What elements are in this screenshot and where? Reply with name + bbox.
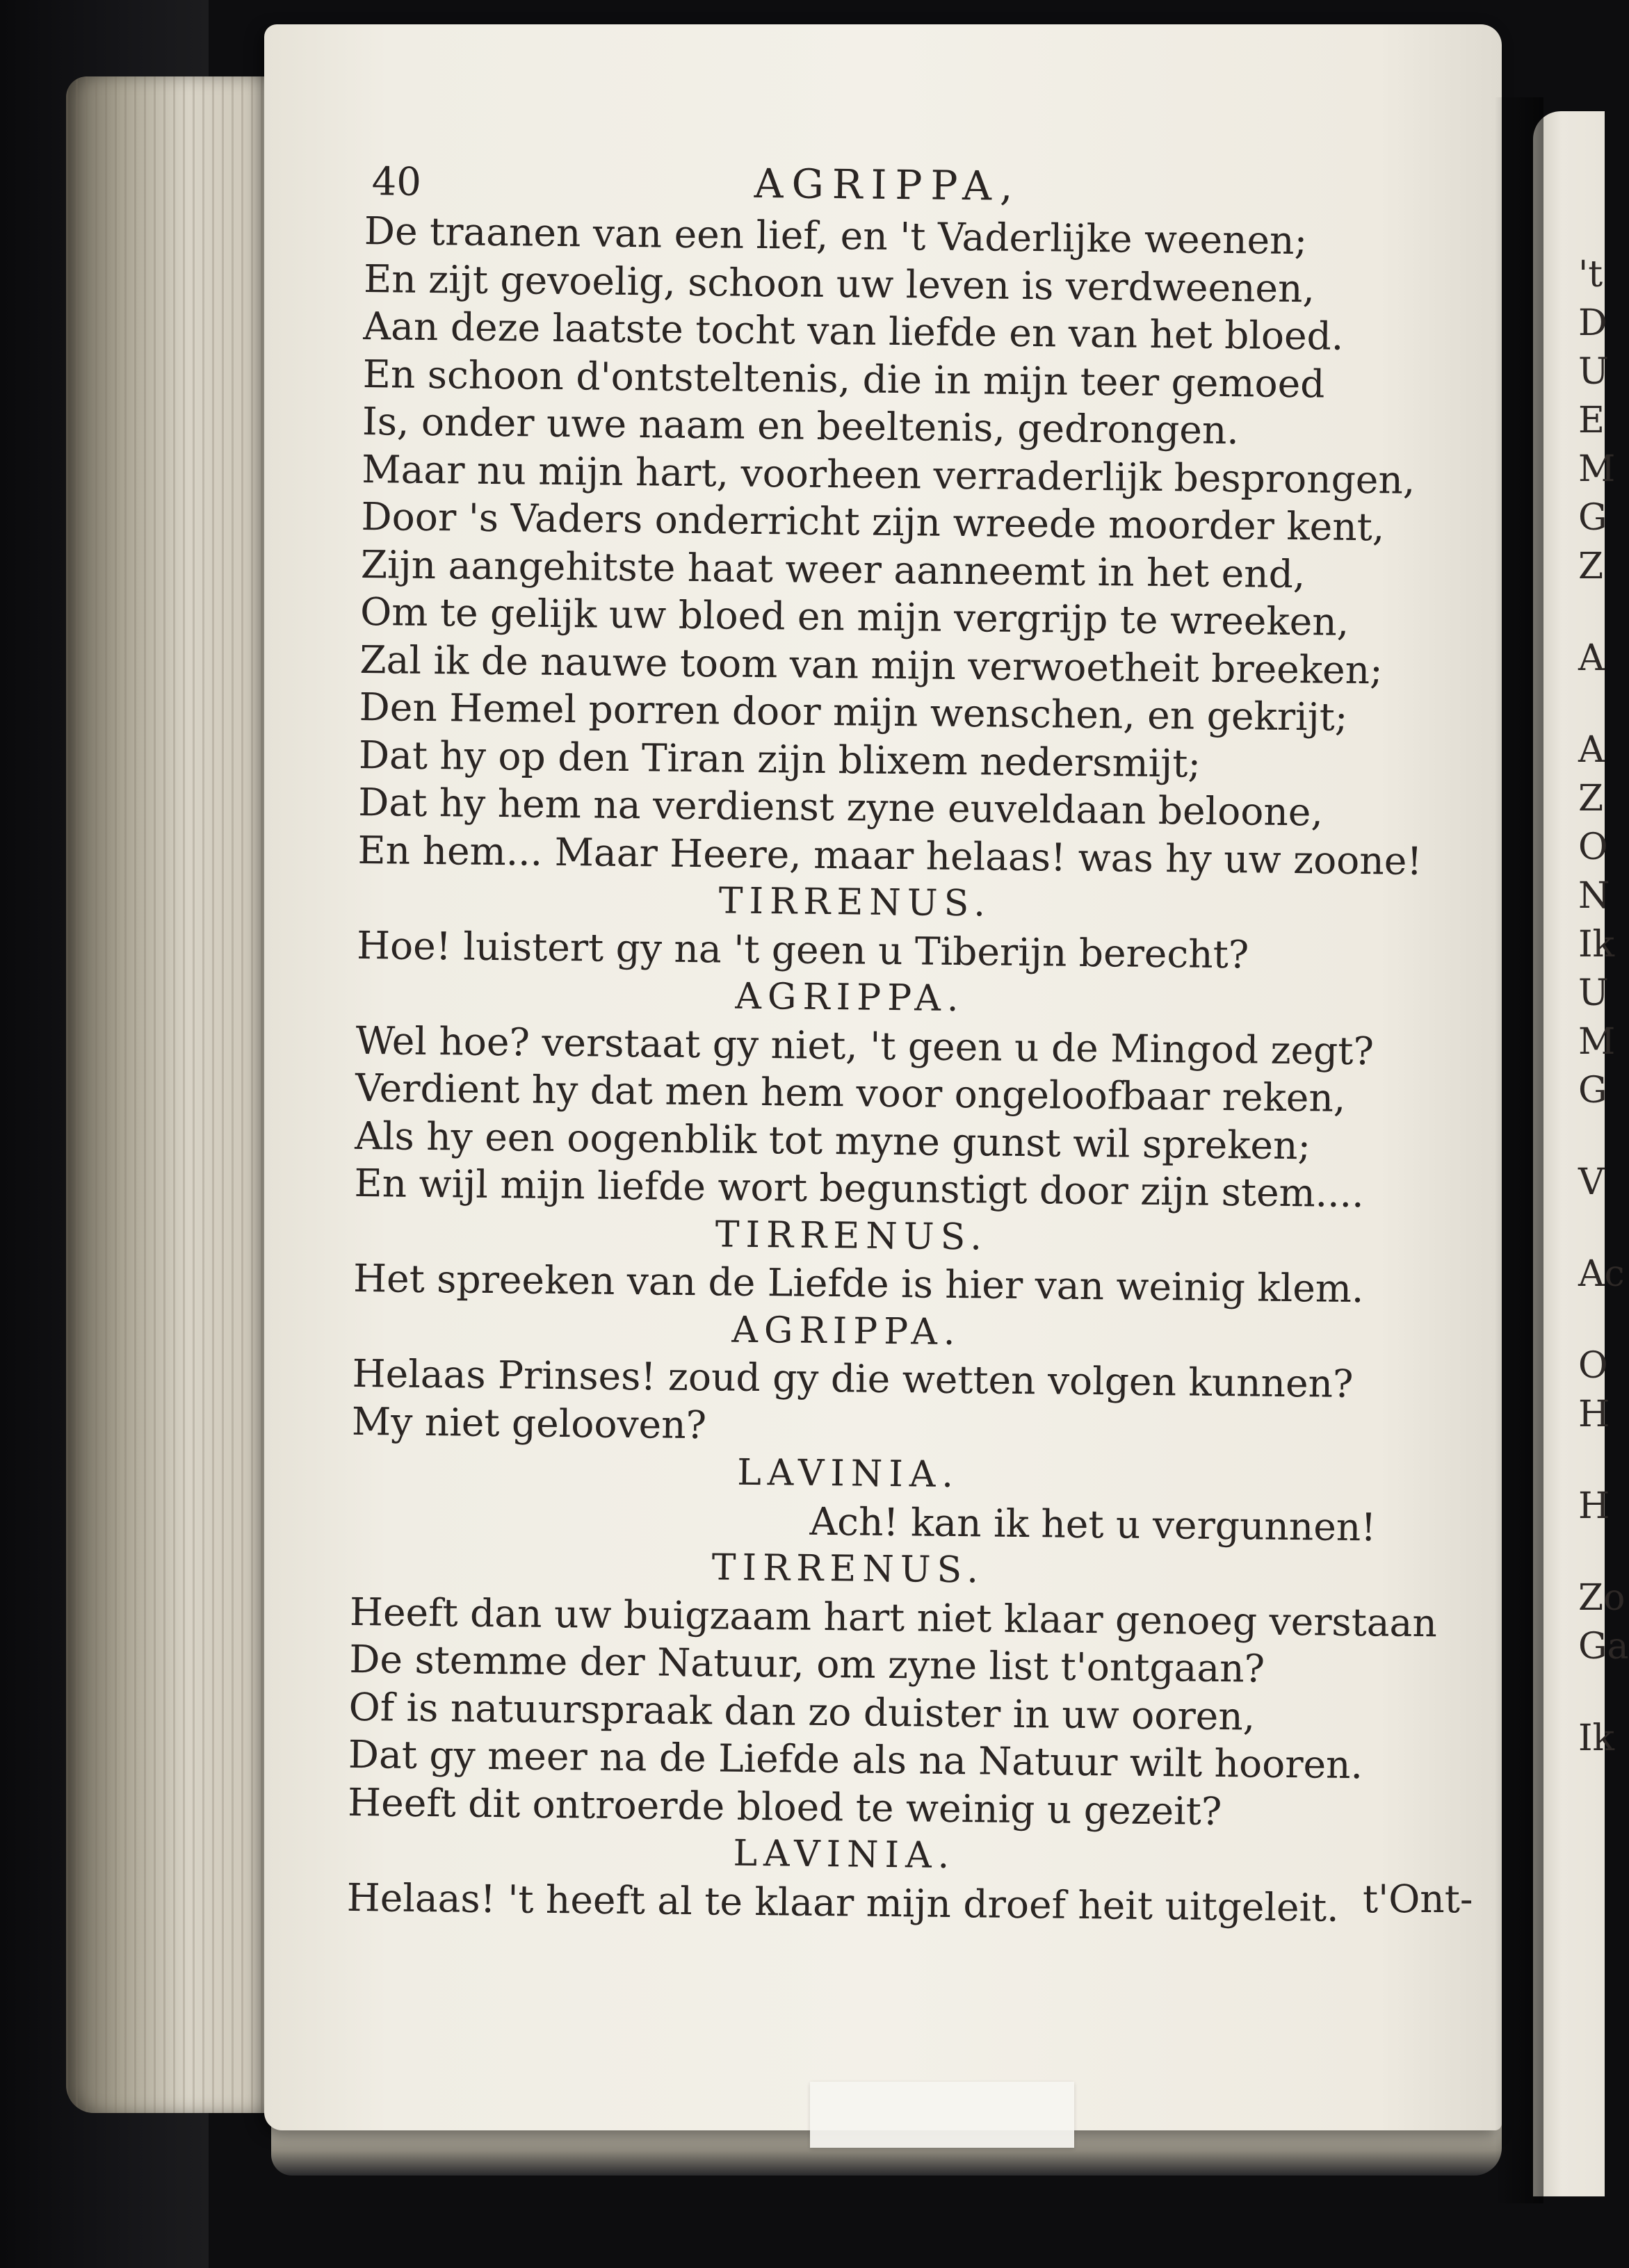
- speaker-name: LAVINIA.: [736, 1451, 960, 1496]
- facing-fragment: M: [1578, 448, 1616, 490]
- verse-line: Maar nu mijn hart, voorheen verraderlijk besprongen,: [362, 446, 1416, 503]
- verse-line: Den Hemel porren door mijn wenschen, en gekrijt;: [359, 684, 1348, 740]
- facing-page-shadow: [1495, 97, 1543, 2203]
- facing-fragment: M: [1578, 1021, 1616, 1063]
- facing-fragment: Z: [1578, 778, 1604, 819]
- verse-line: En hem... Maar Heere, maar helaas! was hy uw zoone!: [357, 827, 1423, 883]
- facing-fragment: H: [1578, 1394, 1610, 1435]
- verse-line: Zal ik de nauwe toom van mijn verwoetheit breeken;: [359, 637, 1383, 692]
- facing-fragment: Ga: [1578, 1626, 1629, 1667]
- paper-tab: [810, 2082, 1074, 2148]
- verse-line: Dat hy op den Tiran zijn blixem nedersmijt;: [358, 732, 1201, 786]
- facing-fragment: G: [1578, 497, 1607, 539]
- verse-line: My niet gelooven?: [351, 1398, 707, 1447]
- facing-fragment: U: [1578, 351, 1609, 393]
- facing-fragment: O: [1578, 826, 1608, 868]
- facing-fragment: E: [1578, 400, 1605, 441]
- page-number: 40: [371, 159, 422, 205]
- verse-line: En zijt gevoelig, schoon uw leven is verdweenen,: [363, 256, 1315, 311]
- facing-fragment: H: [1578, 1485, 1610, 1527]
- catchword: t'Ont-: [1363, 1877, 1473, 1921]
- facing-fragment: 't: [1578, 254, 1603, 295]
- verse-line: De traanen van een lief, en 't Vaderlijke weenen;: [364, 208, 1308, 263]
- verse-line: En schoon d'ontsteltenis, die in mijn teer gemoed: [362, 351, 1325, 406]
- facing-fragment: Ik: [1578, 924, 1615, 965]
- verse-line: Dat gy meer na de Liefde als na Natuur wilt hooren.: [348, 1731, 1363, 1788]
- page-stack-edge: [66, 76, 289, 2113]
- speaker-name: LAVINIA.: [733, 1832, 956, 1877]
- verse-line: Heeft dan uw buigzaam hart niet klaar genoeg verstaan: [349, 1589, 1438, 1645]
- verse-line: Als hy een oogenblik tot myne gunst wil spreken;: [354, 1113, 1311, 1168]
- verse-line: Aan deze laatste tocht van liefde en van het bloed.: [363, 303, 1344, 359]
- verse-line: De stemme der Natuur, om zyne list t'ontgaan?: [349, 1636, 1265, 1691]
- facing-page-text: [1578, 250, 1629, 1763]
- page-text: [346, 160, 1484, 1933]
- facing-fragment: Ik: [1578, 1718, 1615, 1759]
- running-head: AGRIPPA,: [754, 159, 1021, 210]
- verse-line: Is, onder uwe naam en beeltenis, gedrongen.: [362, 398, 1240, 453]
- facing-fragment: Z: [1578, 546, 1604, 587]
- speaker-name: TIRRENUS.: [718, 880, 992, 925]
- speaker-name: AGRIPPA.: [735, 975, 965, 1020]
- facing-fragment: N: [1578, 875, 1610, 917]
- verse-line: Dat hy hem na verdienst zyne euveldaan beloone,: [357, 779, 1324, 835]
- speaker-name: TIRRENUS.: [715, 1213, 989, 1258]
- facing-fragment: G: [1578, 1070, 1607, 1111]
- verse-line: Door 's Vaders onderricht zijn wreede moorder kent,: [361, 493, 1385, 550]
- verse-line: En wijl mijn liefde wort begunstigt door zijn stem....: [354, 1160, 1364, 1216]
- verse-line: Verdient hy dat men hem voor ongeloofbaar reken,: [355, 1065, 1346, 1120]
- verse-line: Helaas Prinses! zoud gy die wetten volgen kunnen?: [352, 1351, 1354, 1406]
- facing-fragment: Ac: [1578, 1253, 1625, 1295]
- facing-fragment: A: [1578, 637, 1605, 679]
- verse-block: [346, 207, 1484, 1933]
- verse-line: Wel hoe? verstaat gy niet, 't geen u de Mingod zegt?: [355, 1018, 1375, 1073]
- facing-fragment: V: [1578, 1161, 1605, 1203]
- verse-line: Of is natuurspraak dan zo duister in uw ooren,: [348, 1684, 1256, 1739]
- verse-line: Zijn aangehitste haat weer aanneemt in het end,: [360, 541, 1306, 596]
- verse-line: Het spreeken van de Liefde is hier van weinig klem.: [352, 1255, 1364, 1312]
- facing-fragment: O: [1578, 1345, 1608, 1387]
- verse-line: Helaas! 't heeft al te klaar mijn droef heit uitgeleit.: [346, 1875, 1340, 1930]
- verse-line: Hoe! luistert gy na 't geen u Tiberijn berecht?: [356, 922, 1249, 977]
- speaker-name: TIRRENUS.: [711, 1547, 985, 1592]
- verse-line: Om te gelijk uw bloed en mijn vergrijp te wreeken,: [359, 589, 1350, 644]
- facing-fragment: D: [1578, 302, 1607, 344]
- facing-fragment: Zo: [1578, 1577, 1626, 1619]
- verse-line: Ach! kan ik het u vergunnen!: [809, 1499, 1377, 1549]
- facing-fragment: U: [1578, 972, 1609, 1014]
- facing-fragment: A: [1578, 729, 1605, 771]
- verse-line: Heeft dit ontroerde bloed te weinig u gezeit?: [347, 1779, 1222, 1834]
- speaker-name: AGRIPPA.: [731, 1309, 962, 1353]
